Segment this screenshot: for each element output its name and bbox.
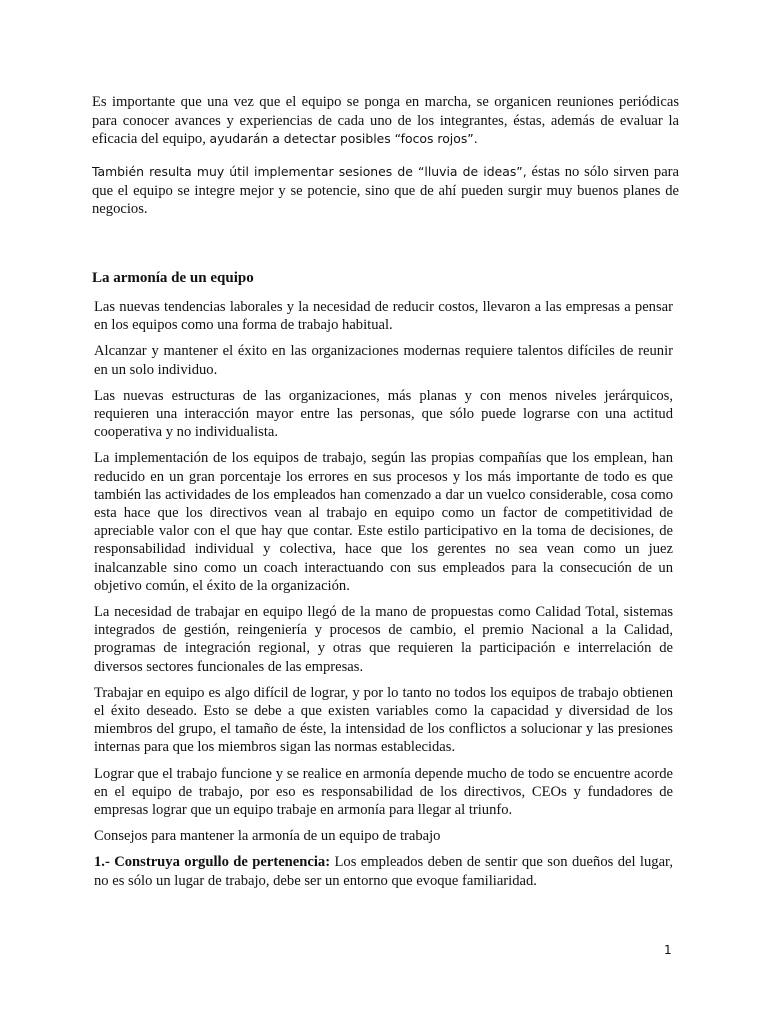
body-paragraph: Lograr que el trabajo funcione y se realice en armonía depende mucho de todo se encuentre acorde en el equipo de trabajo, por eso es responsabilidad de los directivos, CEOs y fundadores de empresas lograr que un equipo trabaje en armonía para llegar al triunfo. xyxy=(94,765,673,819)
tips-intro: Consejos para mantener la armonía de un equipo de trabajo xyxy=(94,828,441,845)
section-heading: La armonía de un equipo xyxy=(92,270,254,286)
page-number: 1 xyxy=(664,943,672,957)
tip-text: Los empleados deben de sentir que son dueños del lugar, no es sólo un lugar de trabajo, debe ser un entorno que evoque familiaridad. xyxy=(94,854,673,889)
body-paragraph: Trabajar en equipo es algo difícil de lograr, y por lo tanto no todos los equipos de trabajo obtienen el éxito deseado. Esto se debe a que existen variables como la capacidad y diversidad de los miembros del grupo, el tamaño de éste, la intensidad de los conflictos a solucionar y las presiones internas para que los miembros sigan las normas establecidas. xyxy=(94,684,673,756)
intro-paragraph-2 xyxy=(92,163,679,219)
body-paragraph: Las nuevas tendencias laborales y la necesidad de reducir costos, llevaron a las empresas a pensar en los equipos como una forma de trabajo habitual. xyxy=(94,299,673,334)
intro-paragraph-1-alt: ayudarán a detectar posibles “focos rojos”. xyxy=(209,131,478,146)
intro-paragraph-1 xyxy=(92,93,679,149)
body-paragraph: La implementación de los equipos de trabajo, según las propias compañías que los emplean, han reducido en un gran porcentaje los errores en sus procesos y los más importante de todo es que también las actividades de los empleados han comenzado a dar un vuelco considerable, cosa como esta hace que los directivos vean al trabajo en equipo como un factor de competitividad de apreciable valor con el que hay que contar. Este estilo participativo en la toma de decisiones, de responsabilidad individual y colectiva, hace que los gerentes no sea vean como un juez inalcanzable sino como un coach interactuando con sus empleados para la consecución de un objetivo común, el éxito de la organización. xyxy=(94,450,673,594)
tip-title: 1.- Construya orgullo de pertenencia: xyxy=(94,854,331,871)
intro-paragraph-2-alt: También resulta muy útil implementar sesiones de “lluvia de ideas”, xyxy=(92,164,527,179)
intro-paragraph-1-main: Es importante que una vez que el equipo se ponga en marcha, se organicen reuniones periódicas para conocer avances y experiencias de cada uno de los integrantes, éstas, además de evaluar la eficacia del equipo, xyxy=(92,94,679,147)
section-body xyxy=(94,298,673,898)
tip-item-1 xyxy=(94,853,673,889)
body-paragraph: La necesidad de trabajar en equipo llegó de la mano de propuestas como Calidad Total, sistemas integrados de gestión, reingeniería y procesos de cambio, el premio Nacional a la Calidad, programas de integración regional, y otras que requieren la participación e interrelación de diversos sectores funcionales de las empresas. xyxy=(94,604,673,675)
intro-paragraph-2-main: éstas no sólo sirven para que el equipo se integre mejor y se potencie, sino que de ahí pueden surgir muy buenos planes de negocios. xyxy=(92,164,680,217)
body-paragraph: Las nuevas estructuras de las organizaciones, más planas y con menos niveles jerárquicos, requieren una interacción mayor entre las personas, que sólo puede lograrse con una actitud cooperativa y no individualista. xyxy=(94,387,673,441)
body-paragraph: Alcanzar y mantener el éxito en las organizaciones modernas requiere talentos difíciles de reunir en un solo individuo. xyxy=(94,343,673,378)
